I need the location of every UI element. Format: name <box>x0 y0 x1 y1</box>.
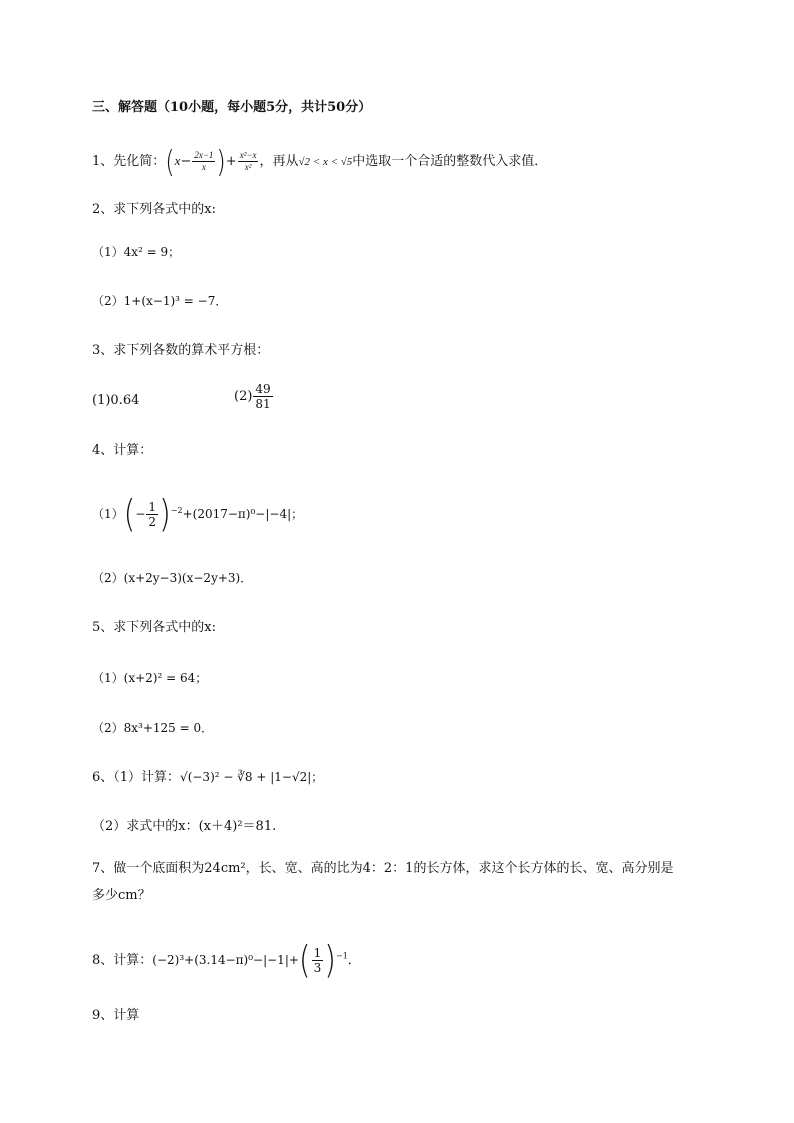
question-3-part-1: (1)0.64 <box>92 393 140 408</box>
question-6-part-2: （2）求式中的x：(x＋4)²＝81. <box>92 819 277 834</box>
left-paren: ( <box>123 492 136 536</box>
question-7-line-2: 多少cm？ <box>92 888 151 903</box>
q1-range: √2 < x < √5 <box>298 156 353 168</box>
q8-fraction: $\frac{1}{3}$ <box>313 946 322 975</box>
q8-label: 8、计算： <box>92 953 153 968</box>
question-1 <box>92 144 548 179</box>
q1-fraction-1: $\frac{2x-1}{x}$ <box>194 150 214 172</box>
q8-end: ． <box>347 953 361 968</box>
q8-expr: (−2)³+(3.14−π)⁰−|−1|+ <box>152 953 299 967</box>
left-paren: ( <box>165 144 175 179</box>
right-paren: ) <box>324 938 336 982</box>
right-paren: ) <box>159 492 171 536</box>
q1-plus: + <box>225 154 237 169</box>
question-4-title: 4、计算： <box>92 443 153 458</box>
question-3-part-2 <box>234 382 274 411</box>
q4-p1-label: （1） <box>92 507 124 521</box>
question-5-part-1: （1）(x+2)² = 64； <box>92 671 208 685</box>
q3-p2-label: (2) <box>234 389 253 404</box>
question-2-part-2: （2）1+(x−1)³ = −7． <box>92 294 228 308</box>
q4-p1-rest: +(2017−π)⁰−|−4|； <box>182 507 304 521</box>
question-4-part-2: （2）(x+2y−3)(x−2y+3)． <box>92 571 253 585</box>
question-5-title: 5、求下列各式中的x: <box>92 620 216 635</box>
q4-minus: − <box>135 507 146 521</box>
question-2-part-1: （1）4x² = 9； <box>92 245 181 259</box>
q8-exponent: −1 <box>336 951 348 961</box>
section-title: 三、解答题（10小题，每小题5分，共计50分） <box>92 100 372 115</box>
q4-exponent: −2 <box>170 506 183 515</box>
question-5-part-2: （2）8x³+125 = 0． <box>92 721 214 735</box>
q1-minus: − <box>180 154 192 169</box>
q4-fraction: $\frac{1}{2}$ <box>148 500 157 529</box>
question-8 <box>92 938 361 982</box>
q3-fraction: $\frac{49}{81}$ <box>255 382 271 411</box>
question-6-part-1 <box>92 767 323 788</box>
question-9-title: 9、计算 <box>92 1008 140 1023</box>
question-3-title: 3、求下列各数的算术平方根： <box>92 343 270 358</box>
q1-prefix: 1、先化简： <box>92 154 166 169</box>
q6-p1-expr: √(−3)² − ∛8 + |1−√2|； <box>180 770 324 784</box>
q1-fraction-2: $\frac{\text{x²−x}}{\text{x²}}$ <box>239 150 257 172</box>
q1-suffix: 中选取一个合适的整数代入求值． <box>352 154 548 169</box>
right-paren: ) <box>216 144 226 179</box>
q1-mid: ，再从 <box>259 154 299 169</box>
question-7-line-1: 7、做一个底面积为24cm²，长、宽、高的比为4：2：1的长方体，求这个长方体的长、宽、高分别是 <box>92 861 674 876</box>
question-2-title: 2、求下列各式中的x: <box>92 202 216 217</box>
q1-x: x <box>174 153 181 168</box>
left-paren: ( <box>298 938 311 982</box>
q6-p1-label: 6、（1）计算： <box>92 770 181 785</box>
question-4-part-1 <box>92 492 304 536</box>
